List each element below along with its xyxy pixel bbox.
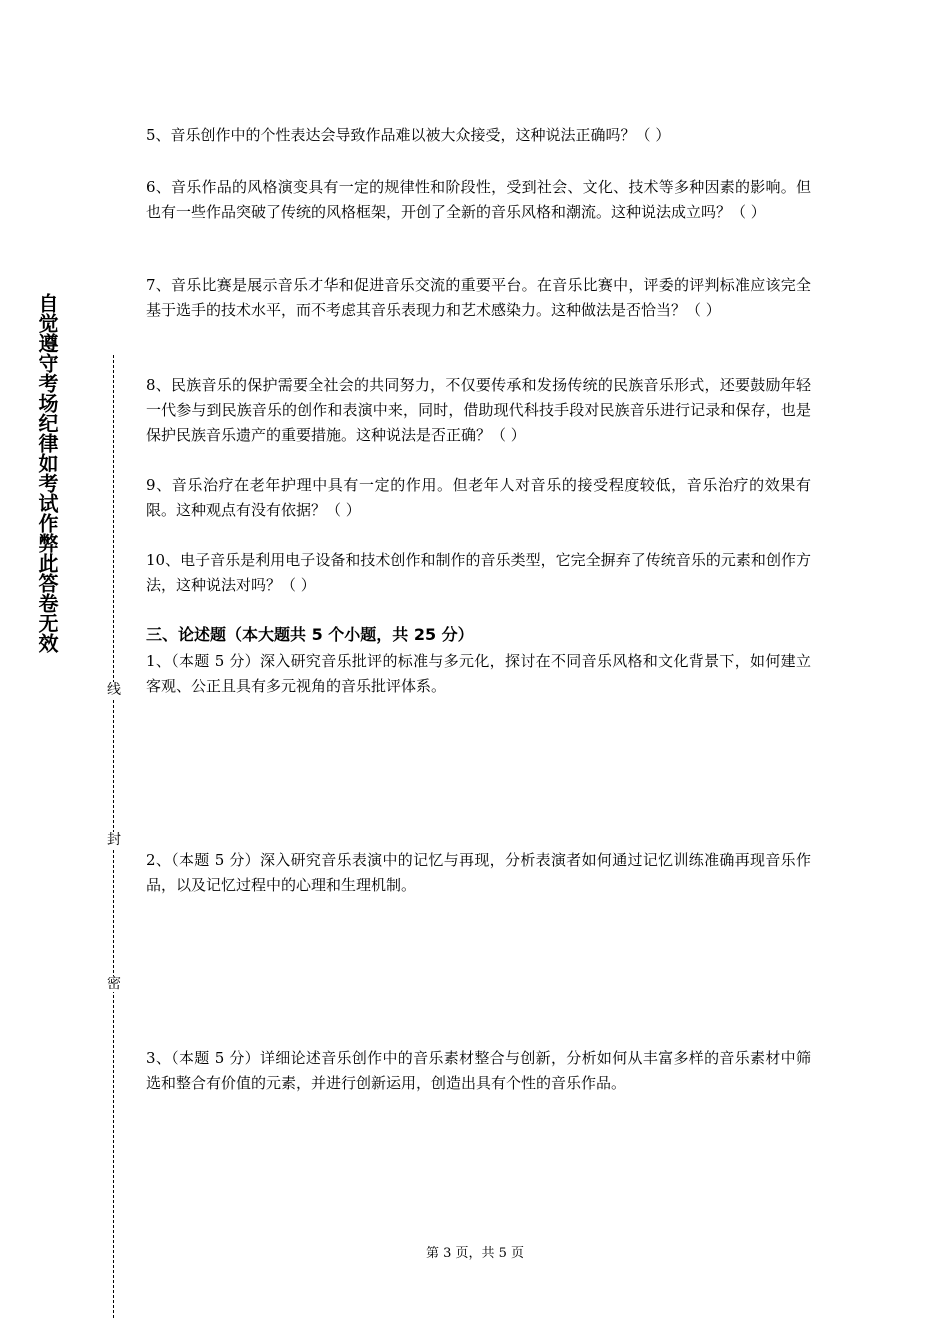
- essay-question-1: 1、（本题 5 分）深入研究音乐批评的标准与多元化，探讨在不同音乐风格和文化背景下，如何建立客观、公正且具有多元视角的音乐批评体系。: [146, 652, 811, 695]
- judgement-question-7: 7、音乐比赛是展示音乐才华和促进音乐交流的重要平台。在音乐比赛中，评委的评判标准应该完全基于选手的技术水平，而不考虑其音乐表现力和艺术感染力。这种做法是否恰当？（ ）: [146, 276, 811, 319]
- binding-label-line: 线: [107, 682, 121, 698]
- binding-label-seal: 封: [107, 832, 121, 848]
- essay-question-2: 2、（本题 5 分）深入研究音乐表演中的记忆与再现，分析表演者如何通过记忆训练准确再现音乐作品，以及记忆过程中的心理和生理机制。: [146, 851, 811, 894]
- judgement-question-6: 6、音乐作品的风格演变具有一定的规律性和阶段性，受到社会、文化、技术等多种因素的影响。但也有一些作品突破了传统的风格框架，开创了全新的音乐风格和潮流。这种说法成立吗？（ ）: [146, 178, 811, 221]
- judgement-question-9: 9、音乐治疗在老年护理中具有一定的作用。但老年人对音乐的接受程度较低，音乐治疗的效果有限。这种观点有没有依据？（ ）: [146, 476, 811, 519]
- binding-label-secret: 密: [107, 976, 121, 992]
- judgement-question-10: 10、电子音乐是利用电子设备和技术创作和制作的音乐类型，它完全摒弃了传统音乐的元素和创作方法，这种说法对吗？（ ）: [146, 551, 811, 594]
- judgement-question-5: 5、音乐创作中的个性表达会导致作品难以被大众接受，这种说法正确吗？（ ）: [146, 126, 671, 144]
- judgement-question-8: 8、民族音乐的保护需要全社会的共同努力，不仅要传承和发扬传统的民族音乐形式，还要鼓励年轻一代参与到民族音乐的创作和表演中来，同时，借助现代科技手段对民族音乐进行记录和保存，也是保护民族音乐遗产的重要措施。这种说法是否正确？（ ）: [146, 376, 811, 444]
- essay-section-title: 三、论述题（本大题共 5 个小题，共 25 分）: [146, 625, 474, 644]
- exam-discipline-warning: 自觉遵守考场纪律如考试作弊此答卷无效: [35, 293, 59, 653]
- page-number: 第 3 页，共 5 页: [425, 1246, 525, 1261]
- essay-question-3: 3、（本题 5 分）详细论述音乐创作中的音乐素材整合与创新，分析如何从丰富多样的音乐素材中筛选和整合有价值的元素，并进行创新运用，创造出具有个性的音乐作品。: [146, 1049, 811, 1092]
